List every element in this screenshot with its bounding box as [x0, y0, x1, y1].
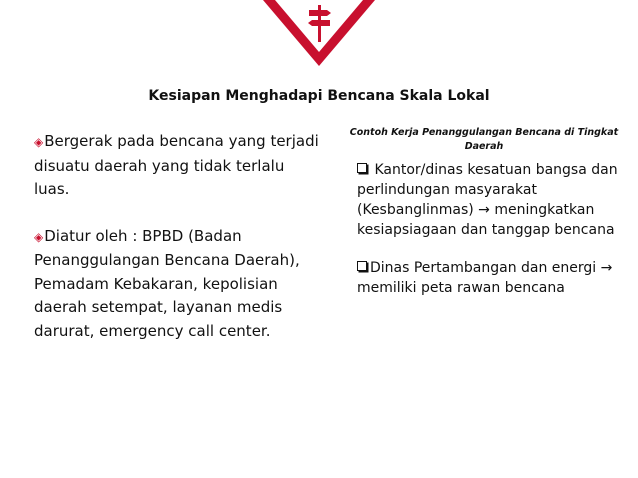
left-item-2 — [34, 225, 319, 344]
left-item-2-text: Diatur oleh : BPBD (Badan Penanggulangan Bencana Daerah), Pemadam Kebakaran, kepolisian daerah setempat, layanan medis darurat, emergency call center. — [34, 226, 300, 340]
right-item-1-text: Kantor/dinas kesatuan bangsa dan perlindungan masyarakat (Kesbanglinmas) → meningkatkan kesiapsiagaan dan tanggap bencana — [357, 162, 618, 238]
right-column-title: Contoh Kerja Penanggulangan Bencana di Tingkat Daerah — [349, 127, 619, 152]
right-item-1 — [357, 160, 619, 240]
right-item-2-text: Dinas Pertambangan dan energi → memiliki peta rawan bencana — [357, 260, 613, 296]
right-column — [357, 160, 619, 316]
right-item-2 — [357, 258, 619, 298]
checkbox-icon — [357, 163, 367, 173]
header-triangle-graphic — [0, 0, 638, 80]
diamond-bullet-icon: ◈ — [34, 135, 44, 149]
page-title: Kesiapan Menghadapi Bencana Skala Lokal — [148, 88, 490, 104]
checkbox-icon — [357, 261, 367, 271]
left-column — [34, 130, 319, 366]
left-item-1 — [34, 130, 319, 202]
left-item-1-text: Bergerak pada bencana yang terjadi disuatu daerah yang tidak terlalu luas. — [34, 132, 319, 198]
diamond-bullet-icon: ◈ — [34, 229, 44, 244]
